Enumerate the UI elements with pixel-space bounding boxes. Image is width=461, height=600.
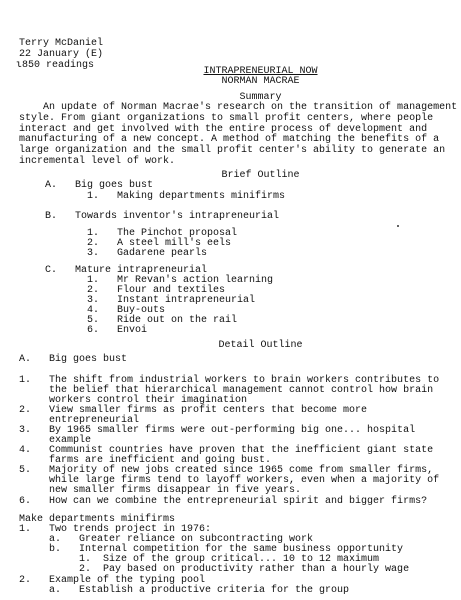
summary-line: incremental level of work. [19,156,176,167]
outline-item: farms are inefficient and going bust. [19,455,272,466]
outline-item: entrepreneurial [19,415,140,426]
outline-item: workers control their imagination [19,395,248,406]
section-heading: Make departments minifirms [19,514,176,525]
outline-item: 1. Mr Revan's action learning [45,275,274,286]
summary-line: manufacturing of a new concept. A method of matching the benefits of a [19,134,440,145]
outline-item: 6. Envoi [45,325,148,336]
outline-item: 2. Pay based on productivity rather than a hourly wage [19,564,410,575]
document-author: NORMAN MACRAE [221,76,300,87]
outline-item: B. Towards inventor's intrapreneurial [45,211,280,222]
author-name: Terry McDaniel [19,38,104,49]
outline-item: A. Big goes bust [19,354,128,365]
outline-item: 3. Instant intrapreneurial [45,295,256,306]
document-date: 22 January (E) [19,49,104,60]
outline-item: example [19,435,92,446]
brief-outline-heading: Brief Outline [221,170,300,181]
outline-item: 5. Majority of new jobs created since 1965 come from smaller firms, [19,465,434,476]
outline-item: new smaller firms disappear in five years. [19,485,302,496]
outline-item: 2. Flour and textiles [45,285,226,296]
readings-count: ι850 readings [16,60,95,71]
outline-item: 4. Communist countries have proven that the inefficient giant state [19,445,434,456]
document-title: INTRAPRENEURIAL NOW [203,66,318,77]
outline-item: a. Greater reliance on subcontracting work [19,534,314,545]
outline-item: C. Mature intrapreneurial [45,265,208,276]
summary-line: large organization and the small profit center's ability to generate an [19,145,446,156]
outline-item: b. Internal competition for the same business opportunity [19,544,404,555]
outline-item: 3. By 1965 smaller firms were out-performing big one... hospital [19,425,416,436]
summary-heading: Summary [239,92,282,103]
outline-item: A. Big goes bust [45,180,154,191]
outline-item: 2. A steel mill's eels [45,238,232,249]
outline-item: 1. Making departments minifirms [45,191,286,202]
outline-item: a. Establish a productive criteria for the group [19,585,350,596]
scan-speck [397,225,399,227]
outline-item: the belief that hierarchical management cannot control how brain [19,385,434,396]
outline-item: 1. The Pinchot proposal [45,228,238,239]
summary-line: An update of Norman Macrae's research on the transition of management [19,102,458,113]
outline-item: 5. Ride out on the rail [45,315,238,326]
outline-item: while large firms tend to layoff workers, even when a majority of [19,475,440,486]
outline-item: 1. The shift from industrial workers to brain workers contributes to [19,375,440,386]
outline-item: 2. View smaller firms as profit centers that become more [19,405,368,416]
outline-item: 6. How can we combine the entrepreneurial spirit and bigger firms? [19,496,428,507]
detail-outline-heading: Detail Outline [218,340,303,351]
outline-item: 3. Gadarene pearls [45,248,208,259]
outline-item: 4. Buy-outs [45,305,166,316]
outline-item: 1. Two trends project in 1976: [19,524,212,535]
summary-line: interact and get involved with the entire process of development and [19,124,428,135]
outline-item: 1. Size of the group critical... 10 to 12 maximum [19,554,380,565]
outline-item: 2. Example of the typing pool [19,575,206,586]
summary-line: style. From giant organizations to small profit centers, where people [19,113,434,124]
